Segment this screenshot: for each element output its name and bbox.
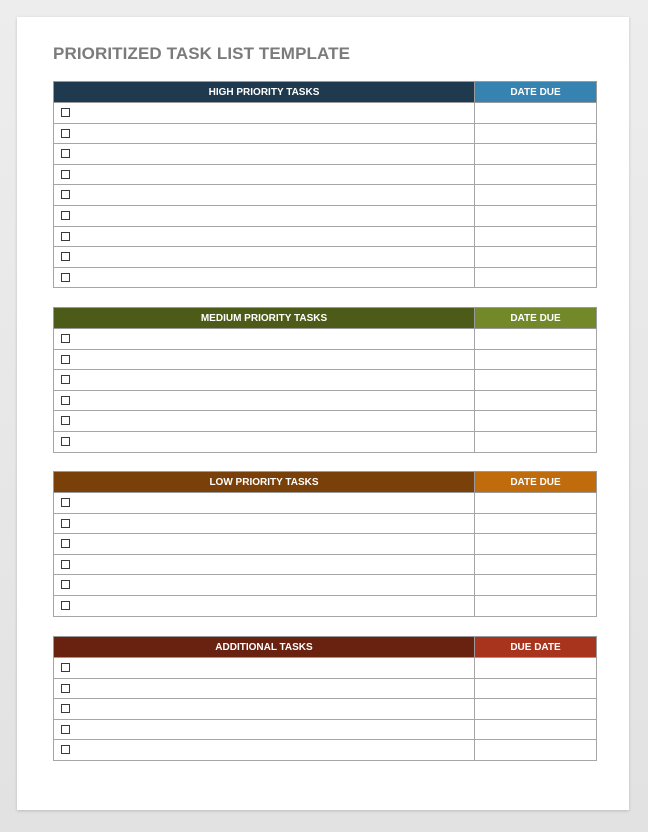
date-due-cell[interactable]	[475, 534, 597, 555]
task-cell[interactable]	[54, 575, 475, 596]
task-cell[interactable]	[54, 740, 475, 761]
date-due-cell[interactable]	[475, 719, 597, 740]
date-due-cell[interactable]	[475, 411, 597, 432]
date-due-cell[interactable]	[475, 164, 597, 185]
date-due-cell[interactable]	[475, 205, 597, 226]
task-cell[interactable]	[54, 329, 475, 350]
table-row	[54, 411, 597, 432]
table-row	[54, 431, 597, 452]
task-cell[interactable]	[54, 267, 475, 288]
task-cell[interactable]	[54, 719, 475, 740]
low-priority-table	[53, 471, 597, 617]
date-due-cell[interactable]	[475, 185, 597, 206]
table-row	[54, 513, 597, 534]
task-cell[interactable]	[54, 699, 475, 720]
table-header-row	[54, 82, 597, 103]
task-column-header: LOW PRIORITY TASKS	[54, 472, 475, 493]
table-header-row	[54, 472, 597, 493]
document-page	[17, 17, 629, 810]
task-cell[interactable]	[54, 534, 475, 555]
table-row	[54, 699, 597, 720]
table-row	[54, 719, 597, 740]
table-row	[54, 205, 597, 226]
date-column-header: DUE DATE	[475, 637, 597, 658]
task-checkbox[interactable]	[61, 745, 70, 754]
date-due-cell[interactable]	[475, 595, 597, 616]
task-checkbox[interactable]	[61, 273, 70, 282]
task-checkbox[interactable]	[61, 519, 70, 528]
table-row	[54, 247, 597, 268]
date-due-cell[interactable]	[475, 144, 597, 165]
task-checkbox[interactable]	[61, 170, 70, 179]
task-cell[interactable]	[54, 103, 475, 124]
table-row	[54, 740, 597, 761]
table-row	[54, 103, 597, 124]
task-checkbox[interactable]	[61, 498, 70, 507]
task-checkbox[interactable]	[61, 601, 70, 610]
table-row	[54, 329, 597, 350]
task-cell[interactable]	[54, 658, 475, 679]
task-cell[interactable]	[54, 226, 475, 247]
date-due-cell[interactable]	[475, 658, 597, 679]
date-due-cell[interactable]	[475, 247, 597, 268]
date-due-cell[interactable]	[475, 329, 597, 350]
table-row	[54, 595, 597, 616]
task-checkbox[interactable]	[61, 663, 70, 672]
date-column-header: DATE DUE	[475, 308, 597, 329]
task-checkbox[interactable]	[61, 355, 70, 364]
date-due-cell[interactable]	[475, 431, 597, 452]
medium-priority-table	[53, 307, 597, 453]
table-row	[54, 678, 597, 699]
date-due-cell[interactable]	[475, 575, 597, 596]
task-checkbox[interactable]	[61, 580, 70, 589]
task-checkbox[interactable]	[61, 129, 70, 138]
date-column-header: DATE DUE	[475, 472, 597, 493]
table-row	[54, 164, 597, 185]
table-row	[54, 349, 597, 370]
task-cell[interactable]	[54, 554, 475, 575]
table-header-row	[54, 637, 597, 658]
table-row	[54, 267, 597, 288]
task-cell[interactable]	[54, 431, 475, 452]
task-checkbox[interactable]	[61, 560, 70, 569]
task-cell[interactable]	[54, 513, 475, 534]
task-checkbox[interactable]	[61, 190, 70, 199]
task-checkbox[interactable]	[61, 232, 70, 241]
date-due-cell[interactable]	[475, 678, 597, 699]
high-priority-table	[53, 81, 597, 288]
table-row	[54, 534, 597, 555]
table-row	[54, 493, 597, 514]
additional-priority-table	[53, 636, 597, 761]
task-checkbox[interactable]	[61, 334, 70, 343]
task-checkbox[interactable]	[61, 149, 70, 158]
task-cell[interactable]	[54, 205, 475, 226]
task-cell[interactable]	[54, 185, 475, 206]
date-due-cell[interactable]	[475, 349, 597, 370]
date-due-cell[interactable]	[475, 493, 597, 514]
task-cell[interactable]	[54, 247, 475, 268]
document-title: PRIORITIZED TASK LIST TEMPLATE	[53, 44, 351, 63]
task-checkbox[interactable]	[61, 684, 70, 693]
date-due-cell[interactable]	[475, 740, 597, 761]
task-column-header: ADDITIONAL TASKS	[54, 637, 475, 658]
table-row	[54, 226, 597, 247]
task-checkbox[interactable]	[61, 704, 70, 713]
date-due-cell[interactable]	[475, 370, 597, 391]
task-cell[interactable]	[54, 595, 475, 616]
table-header-row	[54, 308, 597, 329]
task-cell[interactable]	[54, 411, 475, 432]
date-due-cell[interactable]	[475, 103, 597, 124]
task-cell[interactable]	[54, 123, 475, 144]
task-column-header: MEDIUM PRIORITY TASKS	[54, 308, 475, 329]
task-checkbox[interactable]	[61, 416, 70, 425]
task-checkbox[interactable]	[61, 252, 70, 261]
date-due-cell[interactable]	[475, 226, 597, 247]
date-due-cell[interactable]	[475, 699, 597, 720]
date-due-cell[interactable]	[475, 123, 597, 144]
task-checkbox[interactable]	[61, 539, 70, 548]
date-due-cell[interactable]	[475, 513, 597, 534]
table-row	[54, 390, 597, 411]
task-cell[interactable]	[54, 390, 475, 411]
date-due-cell[interactable]	[475, 390, 597, 411]
task-cell[interactable]	[54, 370, 475, 391]
task-cell[interactable]	[54, 144, 475, 165]
table-row	[54, 123, 597, 144]
table-row	[54, 554, 597, 575]
table-row	[54, 658, 597, 679]
table-row	[54, 185, 597, 206]
date-due-cell[interactable]	[475, 267, 597, 288]
task-checkbox[interactable]	[61, 211, 70, 220]
table-row	[54, 575, 597, 596]
table-row	[54, 144, 597, 165]
task-cell[interactable]	[54, 164, 475, 185]
task-checkbox[interactable]	[61, 437, 70, 446]
task-checkbox[interactable]	[61, 375, 70, 384]
task-checkbox[interactable]	[61, 725, 70, 734]
task-checkbox[interactable]	[61, 108, 70, 117]
table-row	[54, 370, 597, 391]
task-cell[interactable]	[54, 349, 475, 370]
task-column-header: HIGH PRIORITY TASKS	[54, 82, 475, 103]
date-due-cell[interactable]	[475, 554, 597, 575]
date-column-header: DATE DUE	[475, 82, 597, 103]
task-checkbox[interactable]	[61, 396, 70, 405]
task-cell[interactable]	[54, 493, 475, 514]
task-cell[interactable]	[54, 678, 475, 699]
